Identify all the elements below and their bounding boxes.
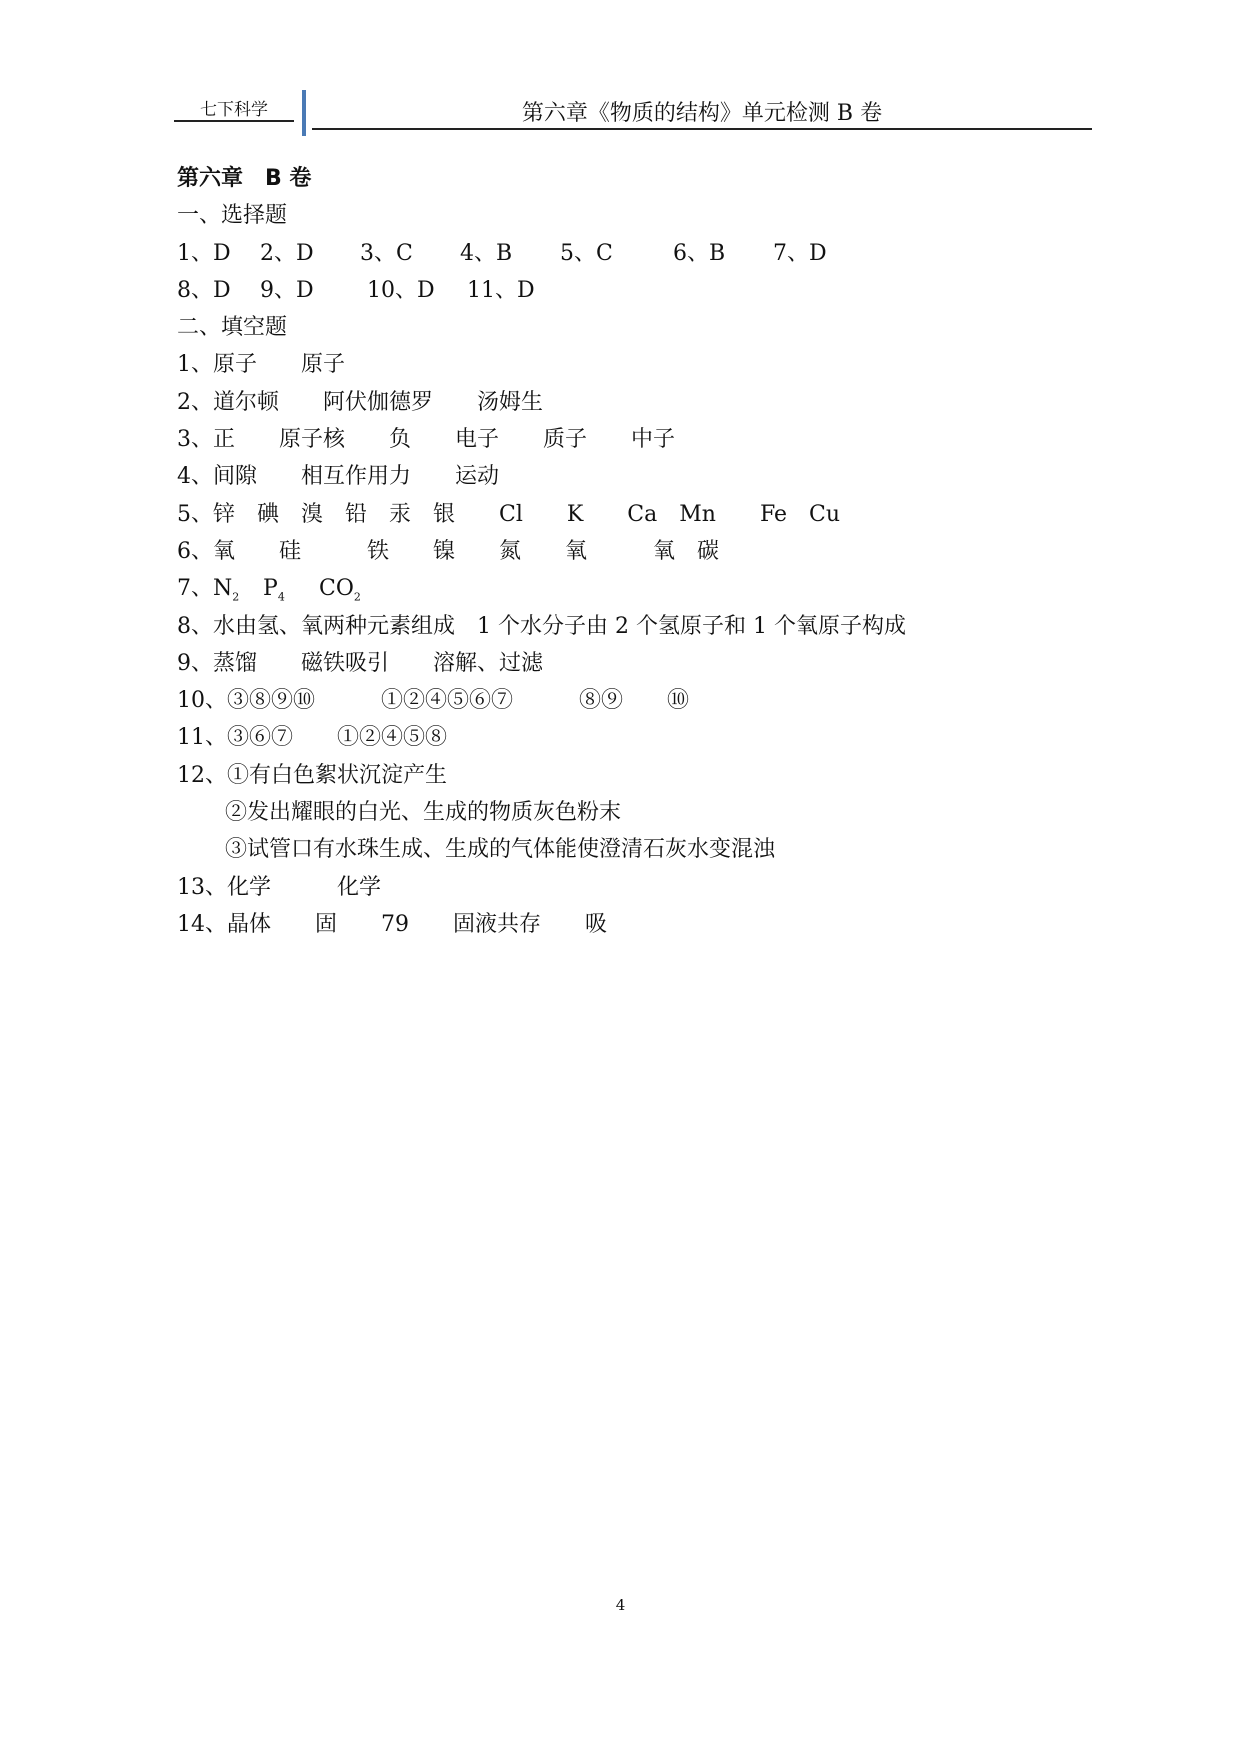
header-left-rule [174,120,294,122]
answer-key [177,160,1077,943]
choice-answer: 5、C [560,240,613,266]
formula-subscript: 4 [277,590,285,604]
fill-answer-11: 11、③⑥⑦ ①②④⑤⑧ [177,725,447,751]
fill-answer-5: 5、锌 碘 溴 铅 汞 银 Cl K Ca Mn Fe Cu [177,501,841,527]
formula-symbol: P [263,576,278,602]
header-divider-bar [302,90,306,136]
page-number: 4 [615,1596,626,1614]
choice-answer: 10、D [367,277,435,303]
fill-answer-12-part-2: ②发出耀眼的白光、生成的物质灰色粉末 [225,800,622,826]
question-number: 7、 [177,576,213,602]
fill-answer-14: 14、晶体 固 79 固液共存 吸 [177,911,607,937]
fill-answer-2: 2、道尔顿 阿伏伽德罗 汤姆生 [177,389,543,415]
formula-subscript: 2 [353,590,361,604]
choice-answer: 7、D [773,240,827,266]
choice-answer: 11、D [467,277,535,303]
formula-symbol: N [213,576,233,602]
fill-answer-8: 8、水由氢、氧两种元素组成 1 个水分子由 2 个氢原子和 1 个氧原子构成 [177,613,906,639]
fill-answer-6: 6、氧 硅 铁 镍 氮 氧 氧 碳 [177,538,719,564]
choice-answer: 2、D [260,240,314,266]
section-fill-heading: 二、填空题 [177,315,288,341]
choice-answer: 8、D [177,277,231,303]
fill-answer-10: 10、③⑧⑨⑩ ①②④⑤⑥⑦ ⑧⑨ ⑩ [177,688,689,714]
fill-answer-4: 4、间隙 相互作用力 运动 [177,464,499,490]
header-course: 七下科学 [200,100,268,120]
fill-answer-13: 13、化学 化学 [177,874,381,900]
choice-answer: 6、B [673,240,726,266]
section-choice-heading: 一、选择题 [177,203,288,229]
formula-symbol: CO [319,576,354,602]
choice-answer: 3、C [360,240,413,266]
formula-subscript: 2 [232,590,240,604]
document-title: 第六章 B 卷 [177,166,312,191]
header-right-rule [312,128,1092,130]
choice-answer: 9、D [260,277,314,303]
choice-row-1 [177,235,1077,272]
choice-answer: 1、D [177,240,231,266]
fill-answer-12-part-1: 12、①有白色絮状沉淀产生 [177,762,447,788]
fill-answer-3: 3、正 原子核 负 电子 质子 中子 [177,427,675,453]
fill-answer-1: 1、原子 原子 [177,352,345,378]
choice-row-2 [177,272,1077,309]
header-title: 第六章《物质的结构》单元检测 B 卷 [521,101,883,126]
fill-answer-7 [177,570,1077,607]
choice-answer: 4、B [460,240,513,266]
fill-answer-9: 9、蒸馏 磁铁吸引 溶解、过滤 [177,650,543,676]
fill-answer-12-part-3: ③试管口有水珠生成、生成的气体能使澄清石灰水变混浊 [225,837,776,863]
